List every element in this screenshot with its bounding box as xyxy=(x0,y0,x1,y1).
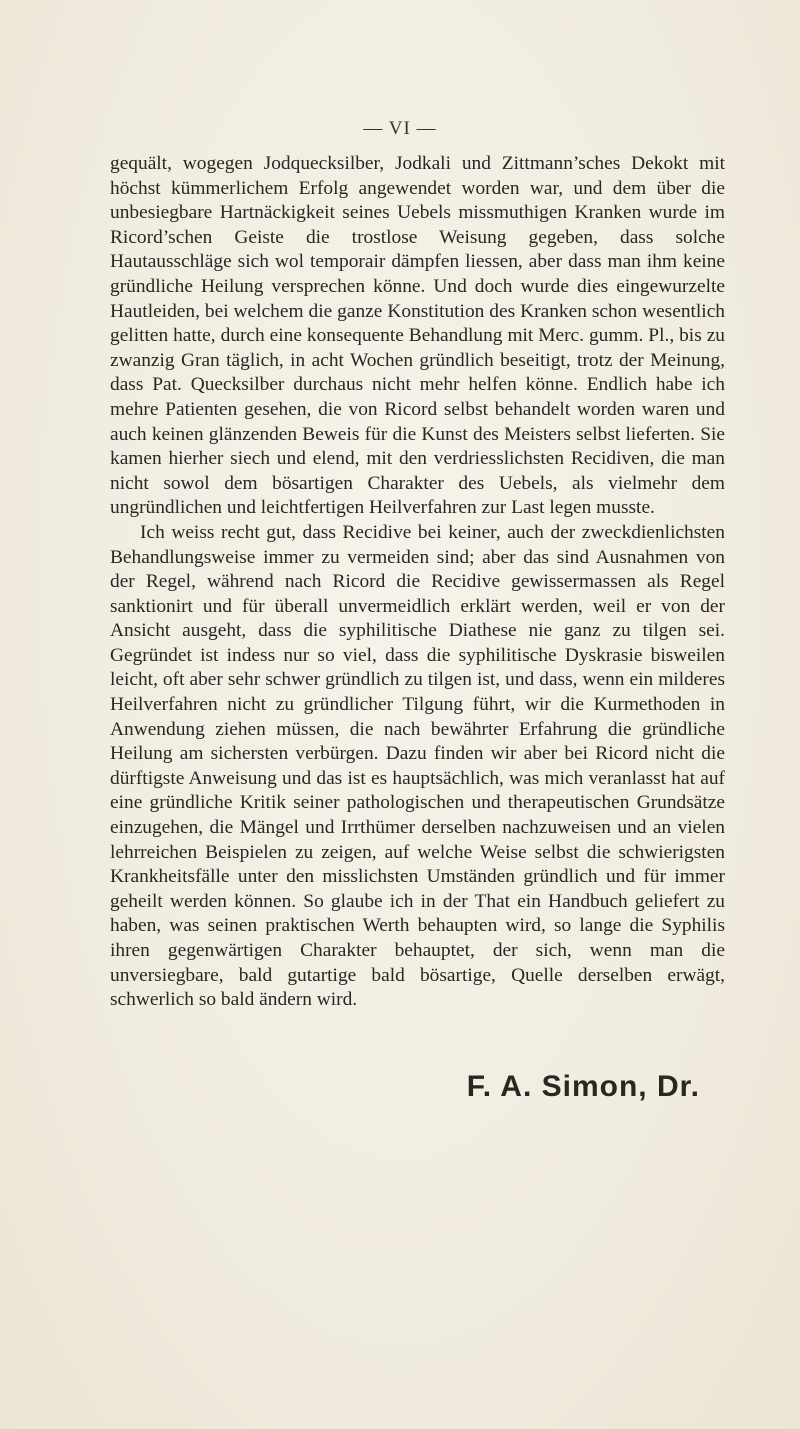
paragraph-1: gequält, wogegen Jodquecksilber, Jodkali und Zittmann’sches Dekokt mit höchst kümmerlichem Erfolg angewendet worden war, und dem über die unbesiegbare Hartnäckigkeit seines Uebels missmuthigen Kranken wurde im Ricord’schen Geiste die trostlose Weisung gegeben, dass solche Hautausschläge sich wol temporair dämpfen liessen, aber dass man ihm keine gründliche Heilung versprechen könne. Und doch wurde dies eingewurzelte Hautleiden, bei welchem die ganze Konstitution des Kranken schon wesentlich gelitten hatte, durch eine konsequente Behandlung mit Merc. gumm. Pl., bis zu zwanzig Gran täglich, in acht Wochen gründlich beseitigt, trotz der Meinung, dass Pat. Quecksilber durchaus nicht mehr helfen könne. Endlich habe ich mehre Patienten gesehen, die von Ricord selbst behandelt worden waren und auch keinen glänzenden Beweis für die Kunst des Meisters selbst lieferten. Sie kamen hierher siech und elend, mit den verdriesslichsten Recidiven, die man nicht sowol dem bösartigen Charakter des Uebels, als vielmehr dem ungründlichen und leichtfertigen Heilverfahren zur Last legen musste. xyxy=(110,153,725,519)
body-text xyxy=(110,152,725,1013)
author-signature: F. A. Simon, Dr. xyxy=(466,1070,700,1103)
page-number-header: — VI — xyxy=(363,118,437,139)
paragraph-2: Ich weiss recht gut, dass Recidive bei keiner, auch der zweckdienlichsten Behandlungsweise immer zu vermeiden sind; aber das sind Ausnahmen von der Regel, während nach Ricord die Recidive gewissermassen als Regel sanktionirt und für überall unvermeidlich erklärt werden, weil er von der Ansicht ausgeht, dass die syphilitische Diathese nie ganz zu tilgen sei. Gegründet ist indess nur so viel, dass die syphilitische Dyskrasie bisweilen leicht, oft aber sehr schwer gründlich zu tilgen ist, und dass, wenn ein milderes Heilverfahren nicht zu gründlicher Tilgung führt, wir die Kurmethoden in Anwendung ziehen müssen, die nach bewährter Erfahrung die gründliche Heilung am sichersten verbürgen. Dazu finden wir aber bei Ricord nicht die dürftigste Anweisung und das ist es hauptsächlich, was mich veranlasst hat auf eine gründliche Kritik seiner pathologischen und therapeutischen Grundsätze einzugehen, die Mängel und Irrthümer derselben nachzuweisen und an vielen lehrreichen Beispielen zu zeigen, auf welche Weise selbst die schwierigsten Krankheitsfälle unter den misslichsten Umständen gründlich und für immer geheilt werden können. So glaube ich in der That ein Handbuch geliefert zu haben, was seinen praktischen Werth behaupten wird, so lange die Syphilis ihren gegenwärtigen Charakter behauptet, der sich, wenn man die unversiegbare, bald gutartige bald bösartige, Quelle derselben erwägt, schwerlich so bald ändern wird. xyxy=(110,521,725,1011)
